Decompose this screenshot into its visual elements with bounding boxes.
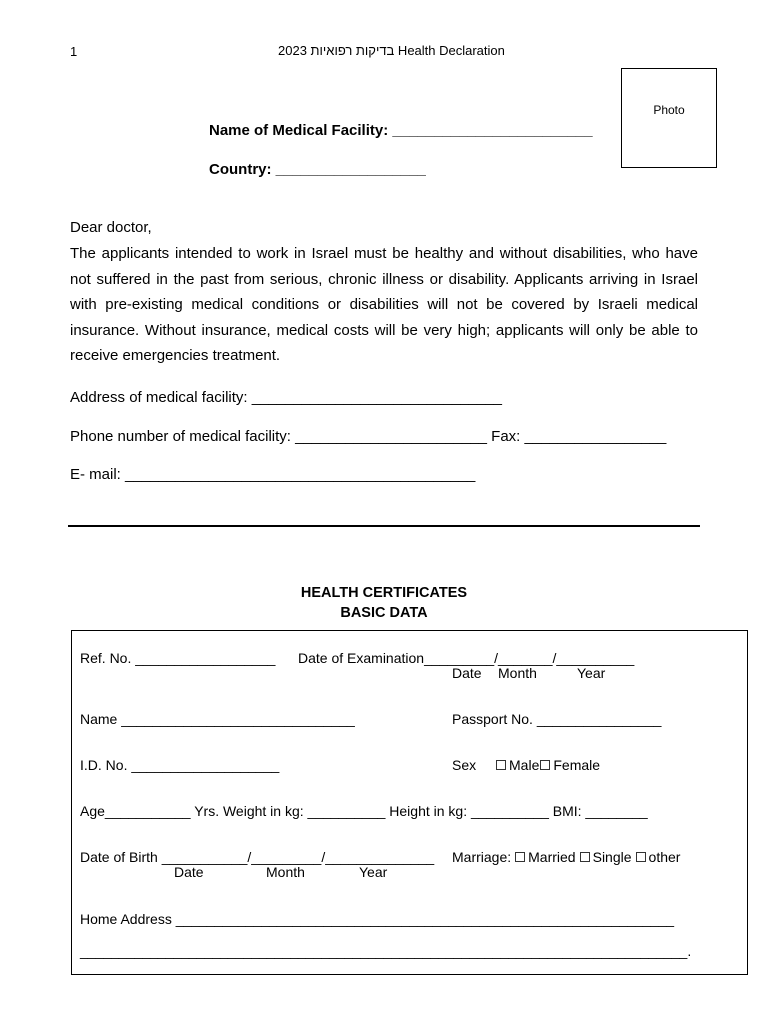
letter-body: The applicants intended to work in Israel must be healthy and without disabilities, who have not suffered in the past from serious, chronic illness or disability. Applicants arriving in Israel with pre-existing medical conditions or disabilities will not be covered by Israeli medical insurance. Without insurance, medical costs will be very high; applicants will only be able to receive emergencies treatment. bbox=[70, 245, 698, 364]
sex-label: Sex bbox=[452, 757, 477, 773]
marriage-label: Marriage: bbox=[452, 849, 512, 865]
dob-label-month: Month bbox=[266, 864, 305, 880]
greeting: Dear doctor, bbox=[70, 219, 152, 236]
country-field: Country: __________________ bbox=[209, 161, 426, 178]
female-option: Female bbox=[553, 757, 601, 773]
dob-label-date: Date bbox=[174, 864, 204, 880]
ref-no-field: Ref. No. __________________ bbox=[80, 650, 276, 666]
exam-date-label-month: Month bbox=[498, 665, 537, 681]
home-address-line-2: ______________________________________________________________________________. bbox=[80, 943, 692, 959]
marriage-field bbox=[452, 849, 680, 865]
exam-date-label-year: Year bbox=[577, 665, 606, 681]
photo-box bbox=[621, 68, 717, 168]
single-option: Single bbox=[592, 849, 632, 865]
dob-label-year: Year bbox=[359, 864, 388, 880]
section-subtitle: BASIC DATA bbox=[340, 605, 428, 621]
married-option: Married bbox=[528, 849, 576, 865]
photo-label: Photo bbox=[653, 103, 685, 117]
married-checkbox[interactable] bbox=[515, 852, 525, 862]
home-address-field: Home Address ________________________________________________________________ bbox=[80, 911, 675, 927]
sex-field bbox=[452, 757, 600, 773]
male-option: Male bbox=[509, 757, 540, 773]
id-no-field: I.D. No. ___________________ bbox=[80, 757, 280, 773]
female-checkbox[interactable] bbox=[540, 760, 550, 770]
other-checkbox[interactable] bbox=[636, 852, 646, 862]
facility-name-field: Name of Medical Facility: ________________________ bbox=[209, 122, 593, 139]
single-checkbox[interactable] bbox=[580, 852, 590, 862]
phone-fax-field: Phone number of medical facility: _______________________ Fax: _________________ bbox=[70, 428, 667, 445]
male-checkbox[interactable] bbox=[496, 760, 506, 770]
age-weight-height-bmi-field: Age___________ Yrs. Weight in kg: __________ Height in kg: __________ BMI: ________ bbox=[80, 803, 648, 819]
exam-date-field: Date of Examination_________/_______/__________ bbox=[298, 650, 635, 666]
exam-date-label-date: Date bbox=[452, 665, 482, 681]
name-field: Name ______________________________ bbox=[80, 711, 355, 727]
email-field: E- mail: __________________________________________ bbox=[70, 466, 476, 483]
page-number: 1 bbox=[70, 44, 78, 59]
address-field: Address of medical facility: ______________________________ bbox=[70, 389, 503, 406]
other-option: other bbox=[648, 849, 681, 865]
divider bbox=[68, 525, 700, 527]
section-title: HEALTH CERTIFICATES bbox=[300, 585, 468, 601]
dob-field: Date of Birth ___________/_________/______________ bbox=[80, 849, 435, 865]
header-title: 2023 בדיקות רפואיות Health Declaration bbox=[278, 43, 505, 58]
passport-field: Passport No. ________________ bbox=[452, 711, 662, 727]
